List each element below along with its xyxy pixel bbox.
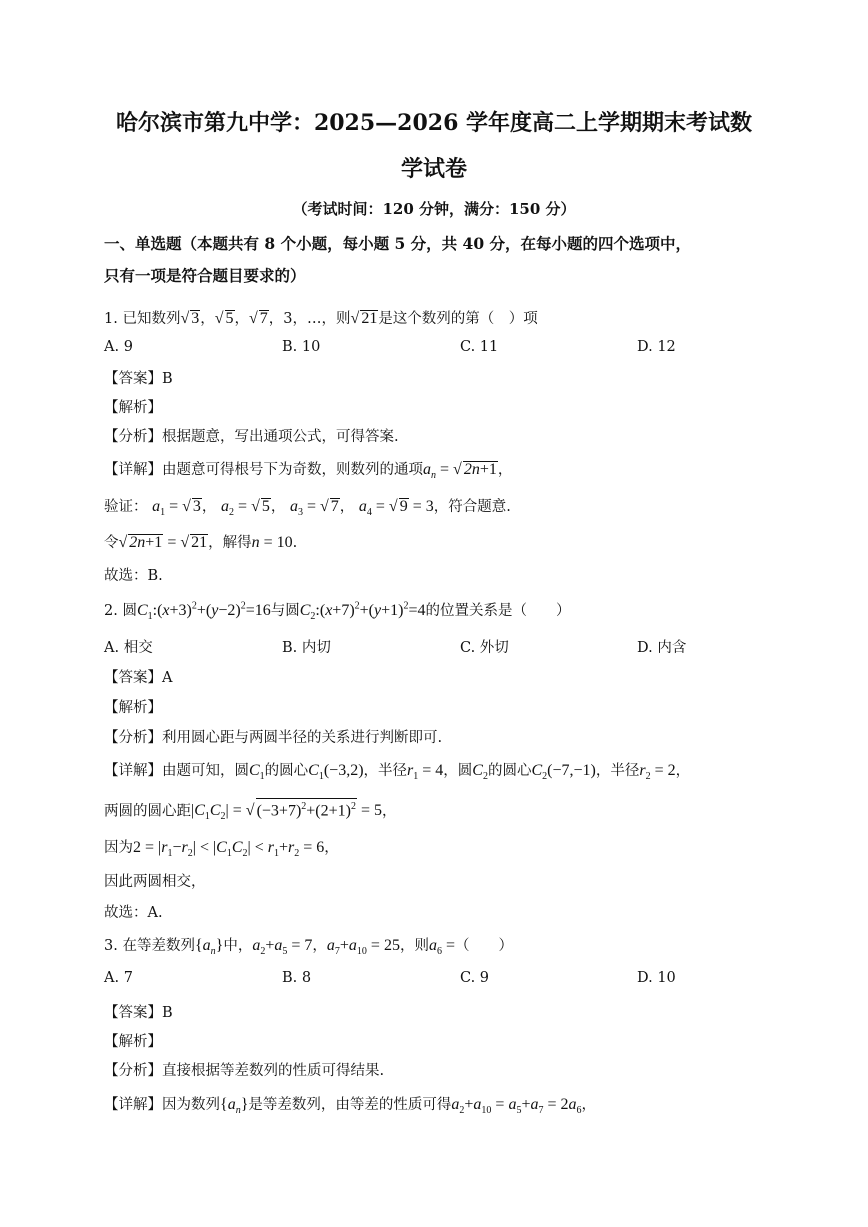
q1-xiangjie: 【详解】由题意可得根号下为奇数，则数列的通项$a_n$ = √ 2n+1， (104, 461, 513, 482)
q2-option-a: A. 相交 (104, 640, 153, 656)
q3-option-c: C. 9 (460, 970, 490, 986)
exam-info: （考试时间：120 分钟，满分：150 分） (292, 200, 576, 218)
q2-option-d: D. 内含 (637, 640, 687, 656)
q2-option-b: B. 内切 (282, 640, 331, 656)
q3-option-d: D. 10 (637, 970, 676, 986)
q1-option-c: C. 11 (460, 339, 499, 355)
q2-fenxi: 【分析】利用圆心距与两圆半径的关系进行判断即可. (104, 730, 443, 746)
q1-option-d: D. 12 (637, 339, 676, 355)
q3-jiexi: 【解析】 (104, 1034, 162, 1050)
q2-xiangjie: 【详解】由题可知，圆$C_1$的圆心$C_1(-3,2)$，半径$r_1 = 4$，圆$C_2$的圆心$C_2(-7,-1)$，半径$r_2 = 2$， (104, 762, 691, 783)
q3-option-a: A. 7 (104, 970, 133, 986)
section-heading-line1: 一、单选题（本题共有 8 个小题，每小题 5 分，共 40 分，在每小题的四个选项中， (104, 234, 692, 253)
q2-jiexi: 【解析】 (104, 700, 162, 716)
q3-option-b: B. 8 (282, 970, 312, 986)
q3-xiangjie: 【详解】因为数列$\{a_n\}$是等差数列，由等差的性质可得$a_2+a_{10} = a_5+a_7 = 2a_6$， (104, 1096, 596, 1117)
q2-therefore: 因此两圆相交， (104, 874, 206, 890)
q2-stem: 2. 圆$C_1:(x+3)^2+(y-2)^2=16$与圆$C_2:(x+7)^2+(y+1)^2=4$的位置关系是（ ） (104, 600, 571, 623)
q3-stem: 3. 在等差数列$\{a_n\}$中，$a_2+a_5 = 7$，$a_7+a_{10} = 25$，则$a_6$ =（ ） (104, 937, 513, 958)
q1-option-b: B. 10 (282, 339, 321, 355)
q2-distance: 两圆的圆心距$|C_1C_2|$ = √ $(-3+7)^2+(2+1)^2 = 5$， (104, 798, 397, 823)
q3-fenxi: 【分析】直接根据等差数列的性质可得结果. (104, 1063, 385, 1079)
q1-conclusion: 故选：B. (104, 568, 163, 584)
q1-option-a: A. 9 (104, 339, 133, 355)
q2-answer: 【答案】A (104, 670, 173, 686)
exam-title-line1: 哈尔滨市第九中学：2025—2026 学年度高二上学期期末考试数 (115, 110, 753, 136)
q2-because: 因为$2 = |r_1-r_2| < |C_1C_2| < r_1+r_2 = 6$， (104, 839, 339, 860)
q1-fenxi: 【分析】根据题意，写出通项公式，可得答案. (104, 429, 399, 445)
q1-jiexi: 【解析】 (104, 400, 162, 416)
q2-conclusion: 故选：A. (104, 905, 163, 921)
exam-title-line2: 学试卷 (400, 156, 467, 182)
q1-stem: 1. 已知数列√ 3，√ 5，√ 7，3，…，则√ 21是这个数列的第（ ）项 (104, 310, 538, 327)
q2-option-c: C. 外切 (460, 640, 509, 656)
q1-verify: 验证： $a_1$ = √ 3， $a_2$ = √ 5， $a_3$ = √ 7， $a_4$ = √ 9 = 3，符合题意. (104, 498, 511, 519)
q3-answer: 【答案】B (104, 1005, 173, 1021)
section-heading-line2: 只有一项是符合题目要求的） (104, 266, 306, 285)
q1-answer: 【答案】B (104, 371, 173, 387)
q1-solve: 令√ 2n+1 = √ 21，解得n = 10. (104, 534, 298, 551)
